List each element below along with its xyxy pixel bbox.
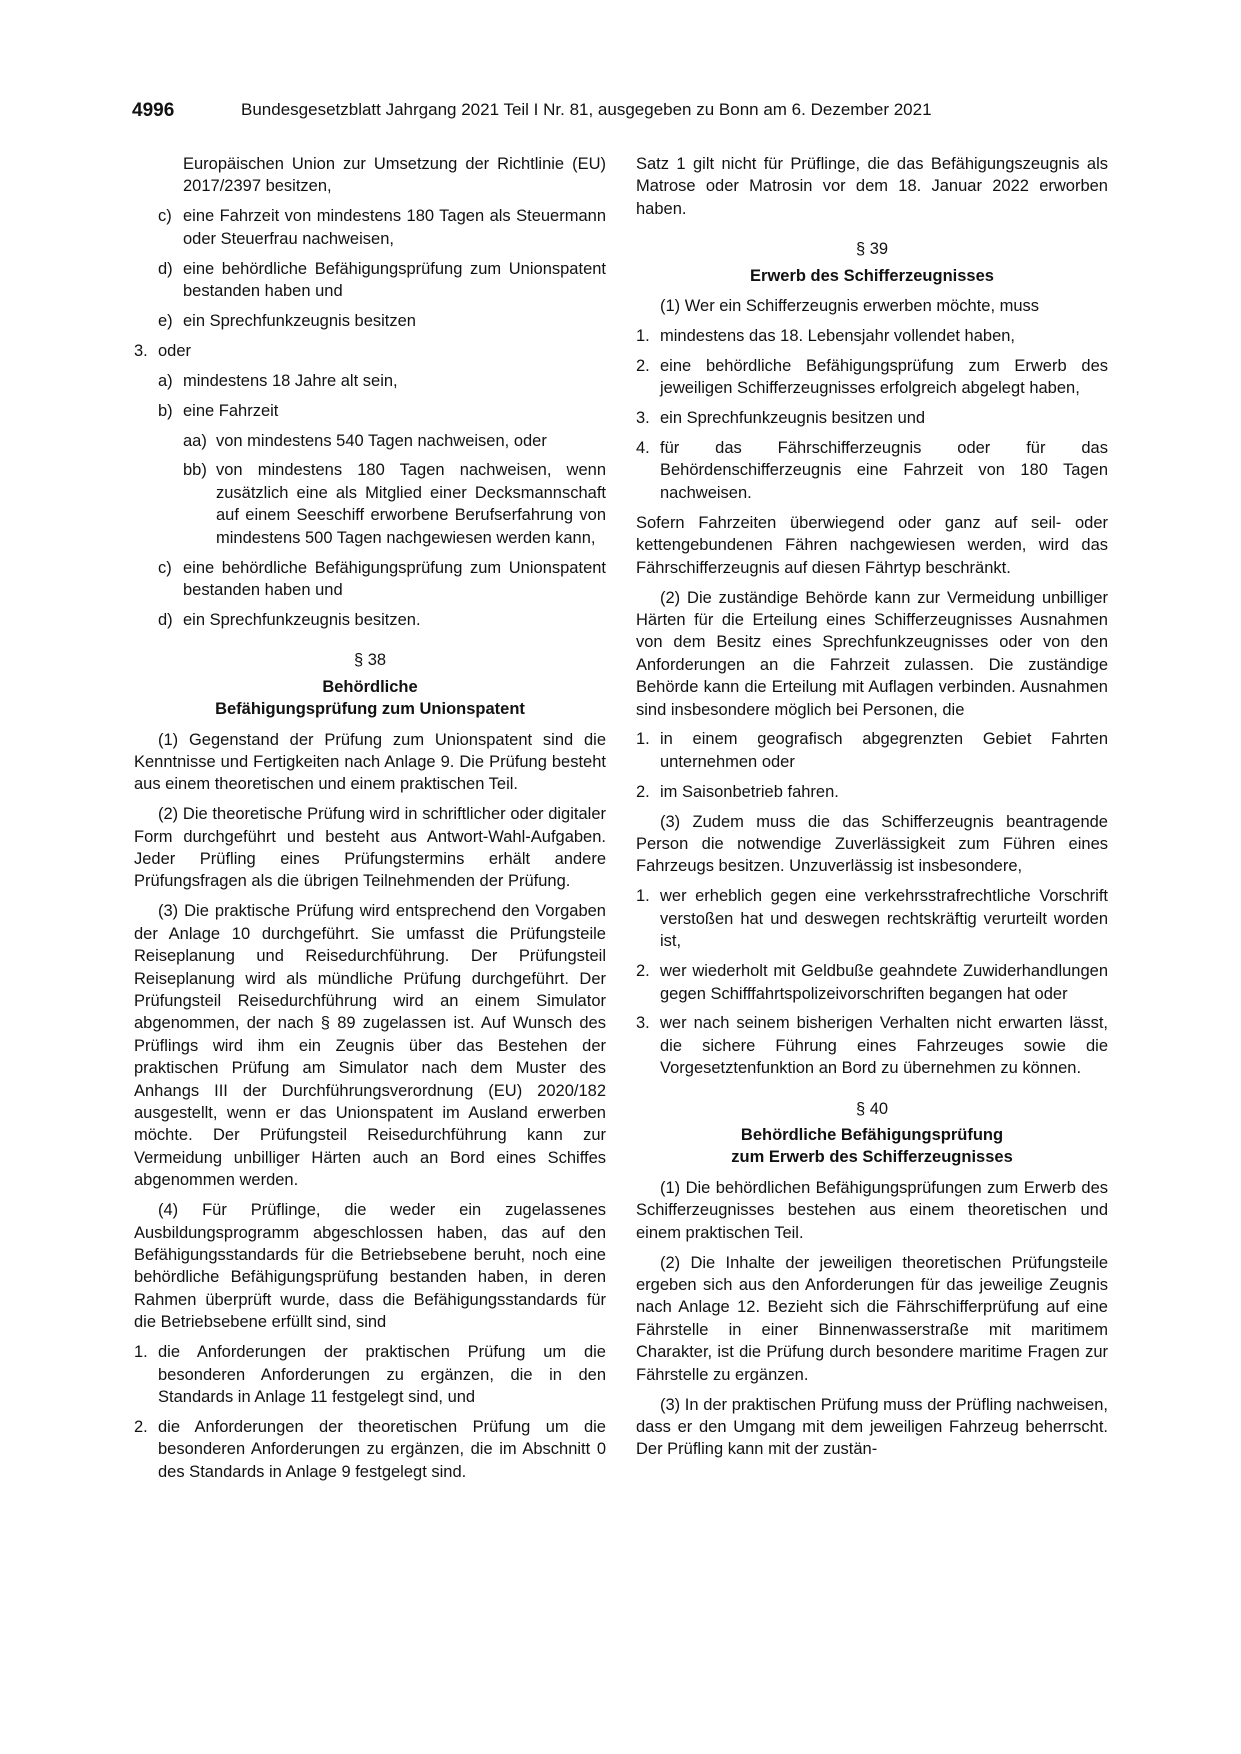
continuation-text: Europäischen Union zur Umsetzung der Richtlinie (EU) 2017/2397 besitzen, <box>183 155 606 196</box>
page-number: 4996 <box>132 100 175 121</box>
section-title: Behördliche Befähigungsprüfung zum Unionspatent <box>215 677 525 719</box>
page-header <box>132 100 1112 128</box>
paragraph: (1) Die behördlichen Befähigungsprüfungen zum Erwerb des Schifferzeugnisses bestehen aus einem theoretischen und einem praktischen Teil. <box>636 1178 1108 1242</box>
paragraph: (4) Für Prüflinge, die weder ein zugelassenes Ausbildungsprogramm abgeschlossen haben, das auf den Befähigungsstandards für die Betriebsebene beruht, noch eine behördliche Befähigungsprüfung bestanden haben, in deren Rahmen überprüft wurde, dass die Befähigungsstandards für die Betriebsebene erfüllt sind, sind <box>134 1201 606 1332</box>
left-column <box>134 153 606 1491</box>
list-item: e) ein Sprechfunkzeugnis besitzen <box>158 311 416 330</box>
list-item: 1. wer erheblich gegen eine verkehrsstrafrechtliche Vorschrift verstoßen hat und deswegen rechtskräftig verurteilt worden ist, <box>636 887 1108 951</box>
list-item: aa) von mindestens 540 Tagen nachweisen, oder <box>183 431 547 450</box>
list-item: 1. in einem geografisch abgegrenzten Gebiet Fahrten unternehmen oder <box>636 730 1108 771</box>
list-item: b) eine Fahrzeit <box>158 401 279 420</box>
list-item: c) eine Fahrzeit von mindestens 180 Tagen als Steuermann oder Steuerfrau nachweisen, <box>158 207 606 248</box>
list-item: 2. im Saisonbetrieb fahren. <box>636 782 839 801</box>
running-title: Bundesgesetzblatt Jahrgang 2021 Teil I Nr. 81, ausgegeben zu Bonn am 6. Dezember 2021 <box>241 100 932 119</box>
list-item: 4. für das Fährschifferzeugnis oder für das Behördenschifferzeugnis eine Fahrzeit von 180 Tagen nachweisen. <box>636 439 1108 502</box>
right-column <box>636 153 1108 1468</box>
section-title: Behördliche Befähigungsprüfung zum Erwerb des Schifferzeugnisses <box>731 1126 1013 1167</box>
list-item: a) mindestens 18 Jahre alt sein, <box>158 371 398 390</box>
list-item: 1. die Anforderungen der praktischen Prüfung um die besonderen Anforderungen zu ergänzen, die in den Standards in Anlage 11 festgelegt sind, und <box>134 1343 606 1406</box>
paragraph: Sofern Fahrzeiten überwiegend oder ganz auf seil- oder kettengebundenen Fähren nachgewiesen werden, wird das Fährschifferzeugnis auf diesen Fährtyp beschränkt. <box>636 513 1108 577</box>
section-title: Erwerb des Schifferzeugnisses <box>750 266 994 285</box>
paragraph: (3) In der praktischen Prüfung muss der Prüfling nachweisen, dass er den Umgang mit dem jeweiligen Fahrzeug beherrscht. Der Prüfling kann mit der zustän- <box>636 1395 1108 1459</box>
list-item: 2. eine behördliche Befähigungsprüfung zum Erwerb des jeweiligen Schifferzeugnisses erfolgreich abgelegt haben, <box>636 356 1108 398</box>
paragraph: Satz 1 gilt nicht für Prüflinge, die das Befähigungszeugnis als Matrose oder Matrosin vor dem 18. Januar 2022 erworben haben. <box>636 155 1108 218</box>
paragraph: (2) Die zuständige Behörde kann zur Vermeidung unbilliger Härten für die Erteilung eines Schifferzeugnisses Ausnahmen von dem Besitz eines Sprechfunkzeugnisses oder von den Anforderungen an die Fahrzeit zulassen. Die zuständige Behörde kann die Erteilung mit Auflagen verbinden. Ausnahmen sind insbesondere möglich bei Personen, die <box>636 588 1108 719</box>
section-number: § 38 <box>353 651 387 670</box>
list-item: d) eine behördliche Befähigungsprüfung zum Unionspatent bestanden haben und <box>158 259 606 301</box>
paragraph: (3) Zudem muss die das Schifferzeugnis beantragende Person die notwendige Zuverlässigkeit zum Führen eines Fahrzeugs besitzen. Unzuverlässig ist insbesondere, <box>636 812 1108 876</box>
list-item: 2. wer wiederholt mit Geldbuße geahndete Zuwiderhandlungen gegen Schifffahrtspolizeivorschriften begangen hat oder <box>636 962 1108 1003</box>
list-item: c) eine behördliche Befähigungsprüfung zum Unionspatent bestanden haben und <box>158 558 606 599</box>
paragraph: (2) Die Inhalte der jeweiligen theoretischen Prüfungsteile ergeben sich aus den Anforderungen für das jeweilige Zeugnis nach Anlage 12. Bezieht sich die Fährschifferprüfung auf eine Fährstelle in einer Binnenwasserstraße mit maritimem Charakter, ist die Prüfung durch besondere maritime Fragen zur Fährstelle zu ergänzen. <box>636 1253 1108 1384</box>
section-number: § 39 <box>855 240 889 259</box>
paragraph: (1) Gegenstand der Prüfung zum Unionspatent sind die Kenntnisse und Fertigkeiten nach Anlage 9. Die Prüfung besteht aus einem theoretischen und einem praktischen Teil. <box>134 730 606 794</box>
list-item: d) ein Sprechfunkzeugnis besitzen. <box>158 610 421 629</box>
list-item: 1. mindestens das 18. Lebensjahr vollendet haben, <box>636 326 1015 345</box>
list-item: 3. wer nach seinem bisherigen Verhalten nicht erwarten lässt, die sichere Führung eines Fahrzeuges sowie die Vorgesetztenfunktion an Bord zu übernehmen zu können. <box>636 1014 1108 1078</box>
list-item: 2. die Anforderungen der theoretischen Prüfung um die besonderen Anforderungen zu ergänzen, die im Abschnitt 0 des Standards in Anlage 9 festgelegt sind. <box>134 1417 606 1481</box>
paragraph: (3) Die praktische Prüfung wird entsprechend den Vorgaben der Anlage 10 durchgeführt. Sie umfasst die Prüfungsteile Reiseplanung und Reisedurchführung. Der Prüfungsteil Reiseplanung wird als mündliche Prüfung durchgeführt. Der Prüfungsteil Reisedurchführung wird an einem Simulator abgenommen, der nach § 89 zugelassen ist. Auf Wunsch des Prüflings wird ihm ein Zeugnis über das Bestehen der praktischen Prüfung am Simulator nach dem Muster des Anhangs III der Durchführungsverordnung (EU) 2020/182 ausgestellt, wenn er das Unionspatent im Ausland erwerben möchte. Der Prüfungsteil Reisedurchführung kann zur Vermeidung unbilliger Härten auch an Bord eines Schiffes abgenommen werden. <box>134 902 606 1190</box>
section-number: § 40 <box>855 1099 889 1118</box>
paragraph: (2) Die theoretische Prüfung wird in schriftlicher oder digitaler Form durchgeführt und besteht aus Antwort-Wahl-Aufgaben. Jeder Prüfling eines Prüfungstermins erhält andere Prüfungsfragen als die übrigen Teilnehmenden der Prüfung. <box>134 805 606 891</box>
paragraph: (1) Wer ein Schifferzeugnis erwerben möchte, muss <box>660 297 1040 316</box>
list-item: 3. oder <box>134 341 192 360</box>
list-item: bb) von mindestens 180 Tagen nachweisen, wenn zusätzlich eine als Mitglied einer Decksmannschaft auf einem Seeschiff erworbene Berufserfahrung von mindestens 500 Tagen nachgewiesen werden kann, <box>183 461 606 547</box>
list-item: 3. ein Sprechfunkzeugnis besitzen und <box>636 409 926 428</box>
